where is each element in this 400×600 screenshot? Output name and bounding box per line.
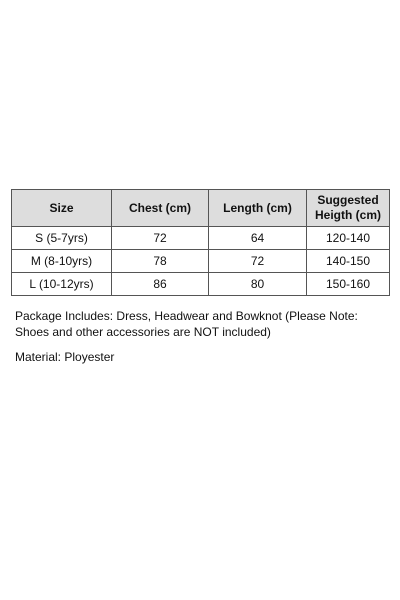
size-chart-table [11, 189, 390, 296]
header-length: Length (cm) [209, 190, 307, 227]
cell-length: 72 [209, 250, 307, 273]
cell-height: 120-140 [307, 227, 390, 250]
product-notes [15, 308, 387, 374]
header-suggested-height: Suggested Heigth (cm) [307, 190, 390, 227]
cell-height: 140-150 [307, 250, 390, 273]
table-row [12, 273, 390, 296]
package-includes-text: Package Includes: Dress, Headwear and Bowknot (Please Note: Shoes and other accessories are NOT included) [15, 309, 358, 339]
cell-chest: 72 [112, 227, 209, 250]
cell-size: L (10-12yrs) [12, 273, 112, 296]
table-row [12, 250, 390, 273]
cell-height: 150-160 [307, 273, 390, 296]
table-header-row [12, 190, 390, 227]
cell-length: 80 [209, 273, 307, 296]
header-chest: Chest (cm) [112, 190, 209, 227]
cell-length: 64 [209, 227, 307, 250]
cell-chest: 78 [112, 250, 209, 273]
table-row [12, 227, 390, 250]
material-text: Material: Ployester [15, 350, 115, 364]
header-size: Size [12, 190, 112, 227]
cell-chest: 86 [112, 273, 209, 296]
cell-size: S (5-7yrs) [12, 227, 112, 250]
cell-size: M (8-10yrs) [12, 250, 112, 273]
